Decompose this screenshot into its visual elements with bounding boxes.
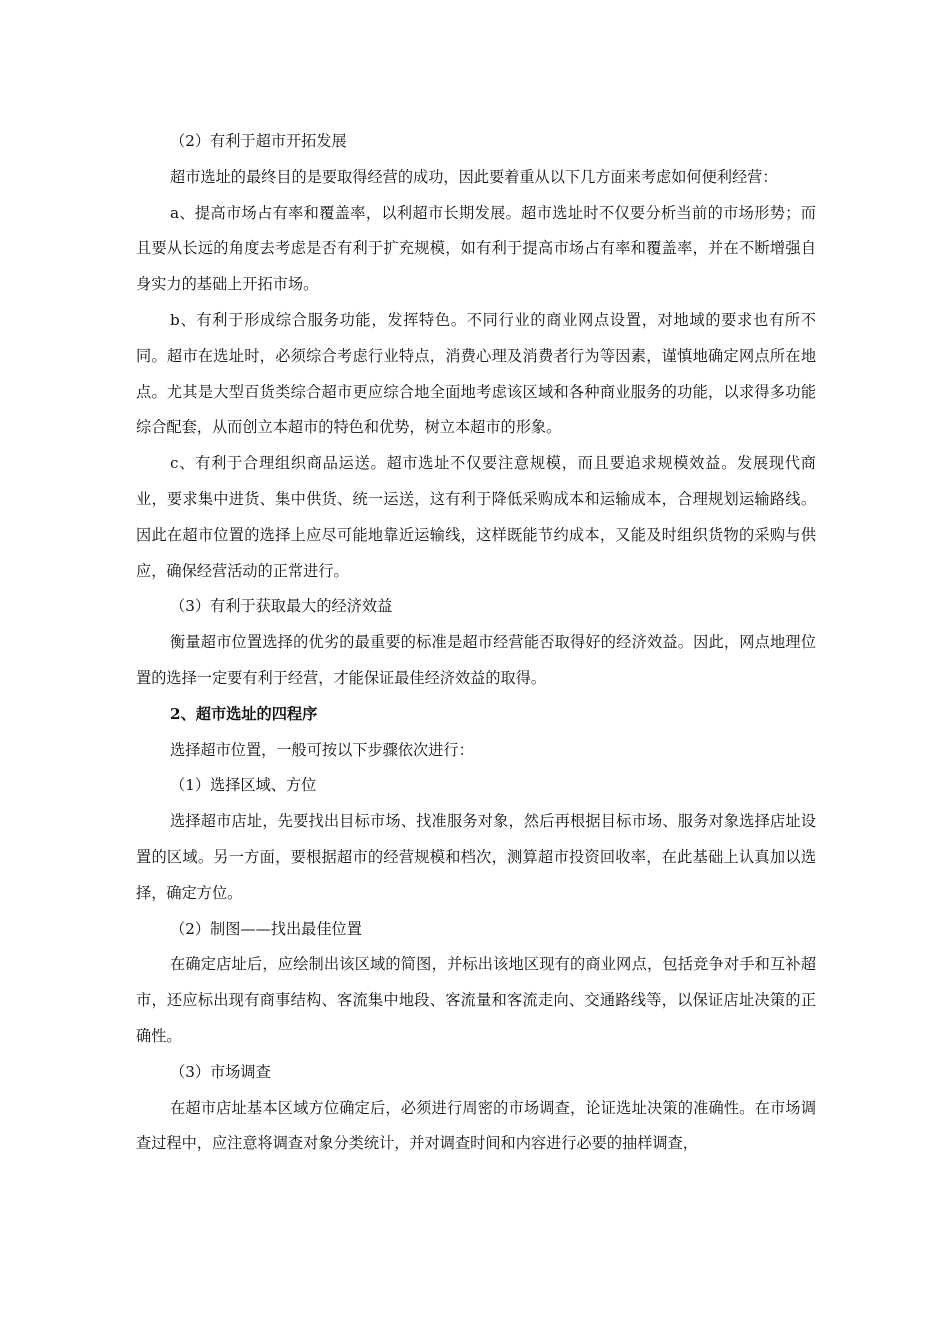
section-heading: 2、超市选址的四程序 (170, 704, 318, 723)
sub-heading: （3）有利于获取最大的经济效益 (170, 597, 393, 616)
paragraph: b、有利于形成综合服务功能，发挥特色。不同行业的商业网点设置，对地域的要求也有所不同。超市在选址时，必须综合考虑行业特点，消费心理及消费者行为等因素，谨慎地确定网点所在地点。尤其是大型百货类综合超市更应综合地全面地考虑该区域和各种商业服务的功能，以求得多功能综合配套，从而创立本超市的特色和优势，树立本超市的形象。 (136, 310, 816, 437)
paragraph: a、提高市场占有率和覆盖率，以利超市长期发展。超市选址时不仅要分析当前的市场形势；而且要从长远的角度去考虑是否有利于扩充规模，如有利于提高市场占有率和覆盖率，并在不断增强自身实力的基础上开拓市场。 (136, 203, 816, 294)
sub-heading: （1）选择区域、方位 (170, 776, 317, 795)
sub-heading: （2）制图——找出最佳位置 (170, 919, 362, 938)
paragraph: 在确定店址后，应绘制出该区域的简图，并标出该地区现有的商业网点，包括竞争对手和互补超市，还应标出现有商事结构、客流集中地段、客流量和客流走向、交通路线等，以保证店址决策的正确性。 (136, 955, 816, 1045)
document-page (136, 124, 816, 1162)
paragraph: c、有利于合理组织商品运送。超市选址不仅要注意规模，而且要追求规模效益。发展现代商业，要求集中进货、集中供货、统一运送，这有利于降低采购成本和运输成本，合理规划运输路线。因此在超市位置的选择上应尽可能地靠近运输线，这样既能节约成本，又能及时组织货物的采购与供应，确保经营活动的正常进行。 (136, 454, 816, 580)
sub-heading: （2）有利于超市开拓发展 (170, 132, 347, 150)
paragraph: 选择超市店址，先要找出目标市场、找准服务对象，然后再根据目标市场、服务对象选择店址设置的区域。另一方面，要根据超市的经营规模和档次，测算超市投资回收率，在此基础上认真加以选择，确定方位。 (136, 812, 816, 902)
paragraph: 选择超市位置，一般可按以下步骤依次进行： (170, 740, 474, 759)
paragraph: 衡量超市位置选择的优劣的最重要的标准是超市经营能否取得好的经济效益。因此，网点地理位置的选择一定要有利于经营，才能保证最佳经济效益的取得。 (136, 633, 816, 687)
paragraph: 超市选址的最终目的是要取得经营的成功，因此要着重从以下几方面来考虑如何便利经营： (170, 167, 778, 186)
sub-heading: （3）市场调查 (170, 1062, 271, 1081)
paragraph: 在超市店址基本区域方位确定后，必须进行周密的市场调查，论证选址决策的准确性。在市场调查过程中，应注意将调查对象分类统计，并对调查时间和内容进行必要的抽样调查， (136, 1098, 816, 1153)
